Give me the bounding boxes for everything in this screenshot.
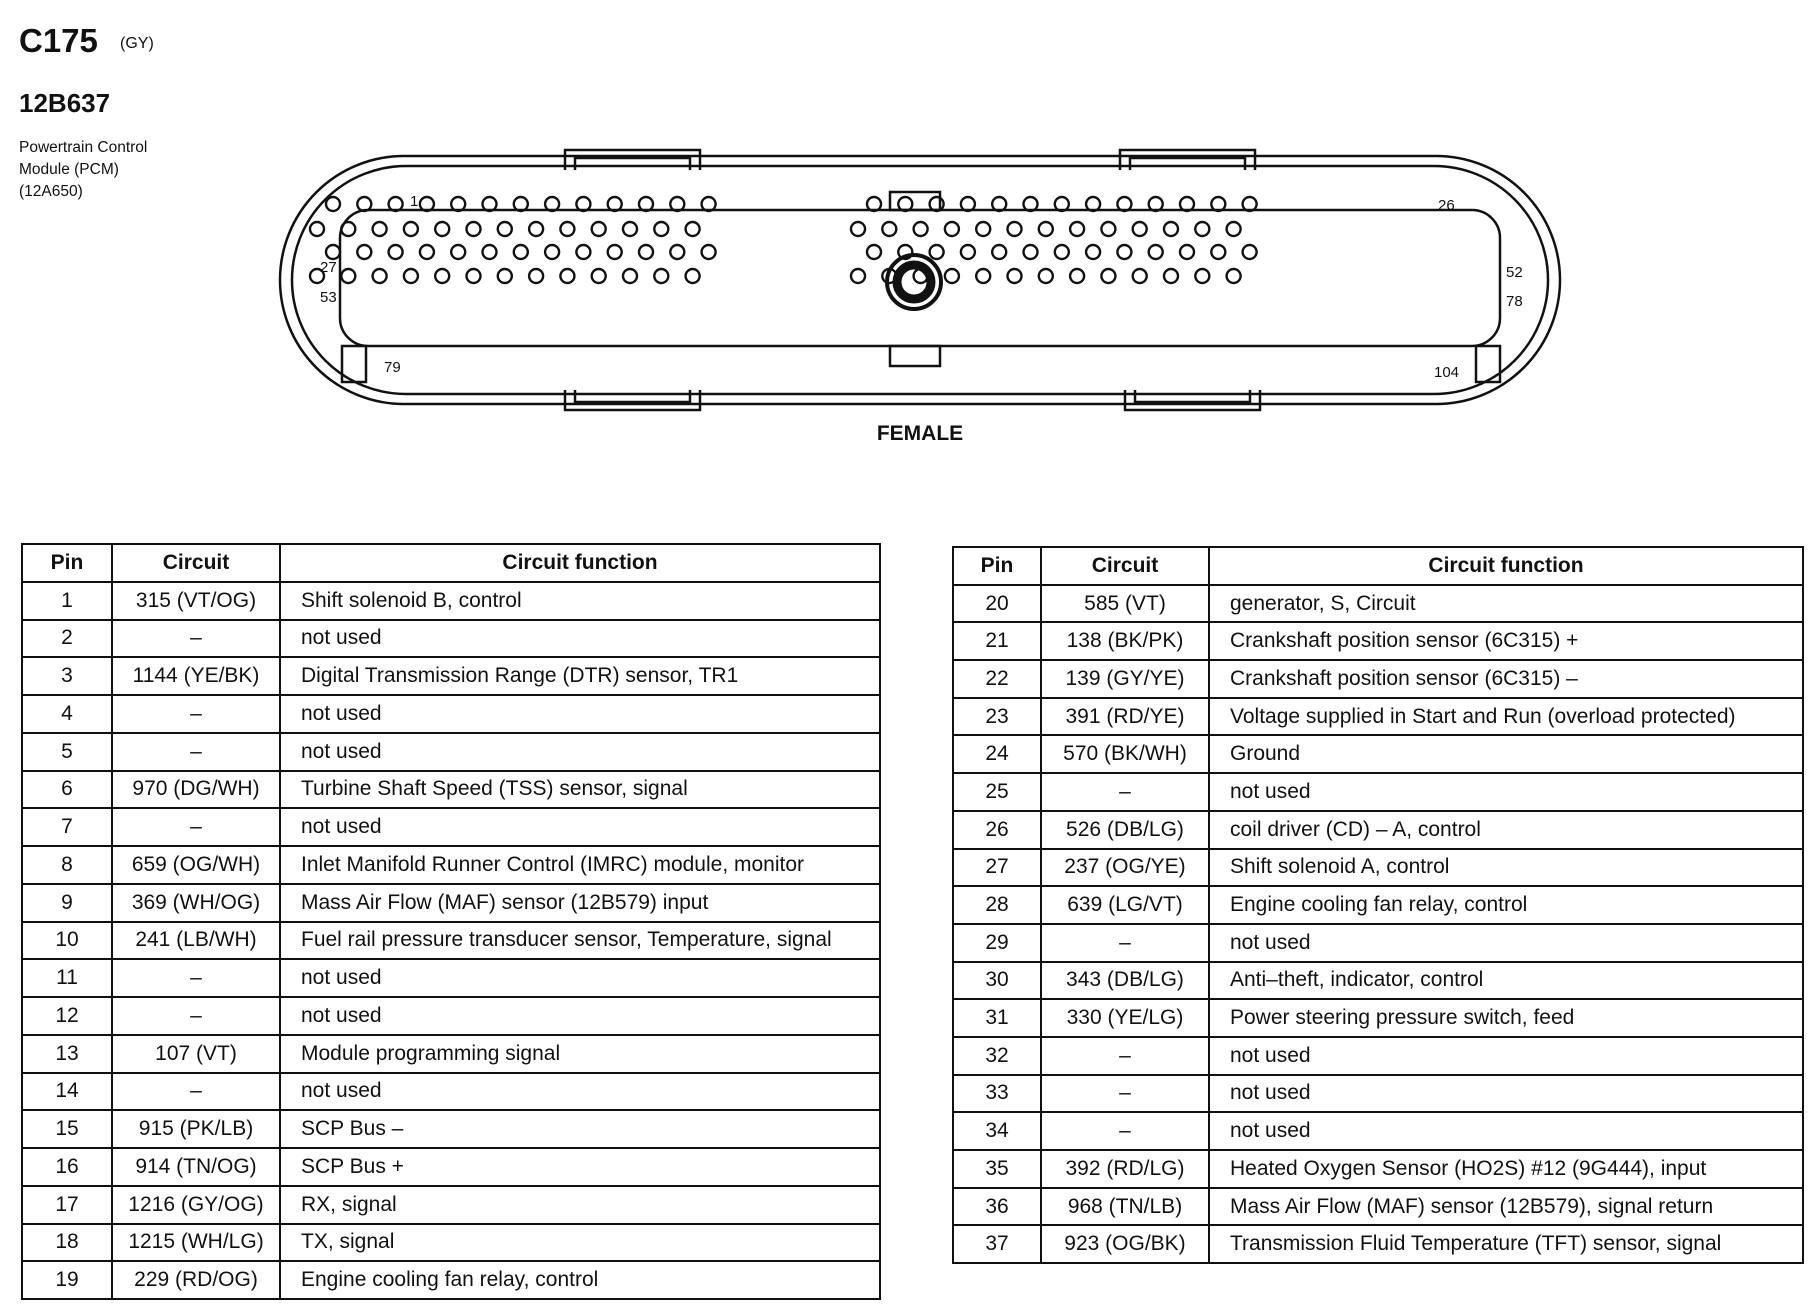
- pin-hole: [326, 197, 340, 211]
- pin-cell: 24: [953, 735, 1041, 773]
- function-cell: not used: [280, 808, 880, 846]
- pin-cell: 3: [22, 657, 112, 695]
- table-row: [22, 582, 880, 620]
- pin-label-79: 79: [384, 359, 401, 376]
- pin-hole: [529, 269, 543, 283]
- pin-hole: [961, 245, 975, 259]
- pin-cell: 25: [953, 773, 1041, 811]
- function-cell: Ground: [1209, 735, 1803, 773]
- pin-label-53: 53: [320, 289, 337, 306]
- top-latch-left-inner: [575, 158, 690, 170]
- table-row: [953, 1037, 1803, 1075]
- circuit-cell: 343 (DB/LG): [1041, 962, 1209, 1000]
- function-cell: Inlet Manifold Runner Control (IMRC) module, monitor: [280, 846, 880, 884]
- pin-hole: [1211, 245, 1225, 259]
- table-row: [22, 657, 880, 695]
- pin-cell: 4: [22, 695, 112, 733]
- table-row: [22, 959, 880, 997]
- table-row: [953, 962, 1803, 1000]
- pinout-table-right: [952, 546, 1804, 1264]
- circuit-cell: 659 (OG/WH): [112, 846, 280, 884]
- pin-hole: [945, 222, 959, 236]
- pin-hole: [1024, 245, 1038, 259]
- pin-cell: 22: [953, 660, 1041, 698]
- circuit-cell: –: [112, 695, 280, 733]
- pin-cell: 6: [22, 771, 112, 809]
- column-header-pin: Pin: [22, 544, 112, 582]
- pin-hole: [1243, 245, 1257, 259]
- connector-face-diagram: [270, 140, 1570, 425]
- pin-label-78: 78: [1506, 293, 1523, 310]
- pin-hole: [882, 222, 896, 236]
- circuit-cell: 526 (DB/LG): [1041, 811, 1209, 849]
- table-row: [22, 922, 880, 960]
- function-cell: Module programming signal: [280, 1035, 880, 1073]
- function-cell: Engine cooling fan relay, control: [1209, 886, 1803, 924]
- table-row: [953, 660, 1803, 698]
- column-header-function: Circuit function: [280, 544, 880, 582]
- pin-cell: 1: [22, 582, 112, 620]
- pin-cell: 30: [953, 962, 1041, 1000]
- pin-hole: [341, 269, 355, 283]
- pin-cell: 11: [22, 959, 112, 997]
- pin-hole: [608, 245, 622, 259]
- circuit-cell: 369 (WH/OG): [112, 884, 280, 922]
- circuit-cell: 107 (VT): [112, 1035, 280, 1073]
- pin-cell: 26: [953, 811, 1041, 849]
- pin-hole: [326, 245, 340, 259]
- pin-cell: 36: [953, 1188, 1041, 1226]
- bottom-latch-right-inner: [1135, 390, 1250, 402]
- pin-hole: [702, 245, 716, 259]
- table-row: [953, 924, 1803, 962]
- pin-hole: [851, 269, 865, 283]
- circuit-cell: –: [112, 808, 280, 846]
- circuit-cell: –: [112, 959, 280, 997]
- function-cell: not used: [280, 959, 880, 997]
- pin-hole: [976, 222, 990, 236]
- pin-cell: 17: [22, 1186, 112, 1224]
- pin-hole: [560, 269, 574, 283]
- function-cell: Power steering pressure switch, feed: [1209, 999, 1803, 1037]
- function-cell: Fuel rail pressure transducer sensor, Temperature, signal: [280, 922, 880, 960]
- pin-hole: [930, 245, 944, 259]
- description-line: (12A650): [19, 183, 83, 200]
- pin-hole: [389, 245, 403, 259]
- pin-cell: 15: [22, 1110, 112, 1148]
- pin-cell: 5: [22, 733, 112, 771]
- function-cell: SCP Bus +: [280, 1148, 880, 1186]
- pin-label-26: 26: [1438, 197, 1455, 214]
- pin-cell: 9: [22, 884, 112, 922]
- pin-hole: [1195, 269, 1209, 283]
- circuit-cell: –: [112, 997, 280, 1035]
- circuit-cell: –: [112, 733, 280, 771]
- pin-hole: [851, 222, 865, 236]
- function-cell: not used: [1209, 1037, 1803, 1075]
- circuit-cell: 570 (BK/WH): [1041, 735, 1209, 773]
- pin-cell: 29: [953, 924, 1041, 962]
- function-cell: not used: [280, 1073, 880, 1111]
- table-row: [953, 585, 1803, 623]
- pin-label-104: 104: [1434, 364, 1460, 381]
- table-row: [22, 620, 880, 658]
- circuit-cell: 229 (RD/OG): [112, 1261, 280, 1299]
- pin-hole: [623, 269, 637, 283]
- pin-cell: 14: [22, 1073, 112, 1111]
- pin-hole: [1133, 269, 1147, 283]
- table-row: [22, 1073, 880, 1111]
- function-cell: Anti–theft, indicator, control: [1209, 962, 1803, 1000]
- pin-hole: [1086, 245, 1100, 259]
- pin-hole: [498, 222, 512, 236]
- pinout-table-left: [21, 543, 881, 1300]
- pin-hole: [1070, 269, 1084, 283]
- circuit-cell: –: [112, 1073, 280, 1111]
- circuit-cell: –: [1041, 1075, 1209, 1113]
- pin-hole: [1055, 245, 1069, 259]
- table-row: [22, 884, 880, 922]
- function-cell: Voltage supplied in Start and Run (overload protected): [1209, 698, 1803, 736]
- pin-hole: [357, 245, 371, 259]
- table-row: [953, 811, 1803, 849]
- pin-cell: 7: [22, 808, 112, 846]
- pin-cell: 18: [22, 1224, 112, 1262]
- function-cell: SCP Bus –: [280, 1110, 880, 1148]
- pin-hole: [945, 269, 959, 283]
- function-cell: Heated Oxygen Sensor (HO2S) #12 (9G444), input: [1209, 1150, 1803, 1188]
- circuit-cell: 139 (GY/YE): [1041, 660, 1209, 698]
- pin-hole: [686, 269, 700, 283]
- table-row: [22, 846, 880, 884]
- connector-gender-label: FEMALE: [876, 422, 964, 445]
- function-cell: Engine cooling fan relay, control: [280, 1261, 880, 1299]
- circuit-cell: 639 (LG/VT): [1041, 886, 1209, 924]
- table-row: [953, 886, 1803, 924]
- pin-hole: [341, 222, 355, 236]
- component-description: [19, 137, 147, 203]
- function-cell: Digital Transmission Range (DTR) sensor, TR1: [280, 657, 880, 695]
- pin-cell: 23: [953, 698, 1041, 736]
- function-cell: Mass Air Flow (MAF) sensor (12B579), signal return: [1209, 1188, 1803, 1226]
- pin-hole: [592, 269, 606, 283]
- pin-hole: [1101, 222, 1115, 236]
- circuit-cell: 585 (VT): [1041, 585, 1209, 623]
- pin-hole: [1164, 222, 1178, 236]
- pin-hole: [1039, 269, 1053, 283]
- pin-cell: 21: [953, 622, 1041, 660]
- pin-cell: 34: [953, 1112, 1041, 1150]
- function-cell: Crankshaft position sensor (6C315) –: [1209, 660, 1803, 698]
- pin-hole: [1149, 245, 1163, 259]
- bottom-latch-left-inner: [575, 390, 690, 402]
- pin-hole: [498, 269, 512, 283]
- table-row: [953, 1075, 1803, 1113]
- pin-hole: [1180, 245, 1194, 259]
- table-header-row: [22, 544, 880, 582]
- function-cell: not used: [280, 620, 880, 658]
- pin-cell: 33: [953, 1075, 1041, 1113]
- pin-hole: [435, 222, 449, 236]
- circuit-cell: 391 (RD/YE): [1041, 698, 1209, 736]
- pin-cell: 20: [953, 585, 1041, 623]
- column-header-circuit: Circuit: [112, 544, 280, 582]
- function-cell: generator, S, Circuit: [1209, 585, 1803, 623]
- pin-hole: [435, 269, 449, 283]
- function-cell: not used: [280, 695, 880, 733]
- table-row: [953, 735, 1803, 773]
- table-row: [953, 849, 1803, 887]
- function-cell: Shift solenoid B, control: [280, 582, 880, 620]
- function-cell: not used: [1209, 773, 1803, 811]
- top-key: [890, 192, 940, 210]
- pin-hole: [1008, 222, 1022, 236]
- connector-color: (GY): [120, 35, 154, 52]
- table-row: [953, 1112, 1803, 1150]
- top-latch-right-inner: [1130, 158, 1245, 170]
- pin-hole: [529, 222, 543, 236]
- pin-hole: [1227, 222, 1241, 236]
- circuit-cell: 968 (TN/LB): [1041, 1188, 1209, 1226]
- part-number: 12B637: [19, 88, 111, 118]
- circuit-cell: 1215 (WH/LG): [112, 1224, 280, 1262]
- circuit-cell: 241 (LB/WH): [112, 922, 280, 960]
- table-row: [953, 1225, 1803, 1263]
- table-row: [22, 1148, 880, 1186]
- pin-hole: [420, 245, 434, 259]
- function-cell: not used: [280, 733, 880, 771]
- circuit-cell: 237 (OG/YE): [1041, 849, 1209, 887]
- circuit-cell: 392 (RD/LG): [1041, 1150, 1209, 1188]
- description-line: Powertrain Control: [19, 139, 148, 156]
- connector-pin-body: [340, 210, 1500, 346]
- pin-hole: [867, 245, 881, 259]
- pin-cell: 2: [22, 620, 112, 658]
- pin-cell: 35: [953, 1150, 1041, 1188]
- table-row: [953, 698, 1803, 736]
- table-row: [22, 808, 880, 846]
- pin-hole: [1133, 222, 1147, 236]
- table-row: [22, 1110, 880, 1148]
- table-row: [953, 1150, 1803, 1188]
- circuit-cell: –: [1041, 1037, 1209, 1075]
- pin-cell: 12: [22, 997, 112, 1035]
- pin-hole: [1070, 222, 1084, 236]
- circuit-cell: –: [1041, 1112, 1209, 1150]
- column-header-function: Circuit function: [1209, 547, 1803, 585]
- circuit-cell: 1216 (GY/OG): [112, 1186, 280, 1224]
- table-row: [953, 622, 1803, 660]
- pin-hole: [357, 197, 371, 211]
- connector-code: C175: [19, 22, 98, 59]
- function-cell: Shift solenoid A, control: [1209, 849, 1803, 887]
- function-cell: not used: [1209, 1075, 1803, 1113]
- table-row: [22, 1224, 880, 1262]
- table-row: [953, 773, 1803, 811]
- pin-hole: [914, 222, 928, 236]
- function-cell: not used: [1209, 924, 1803, 962]
- pin-hole: [373, 269, 387, 283]
- function-cell: Turbine Shaft Speed (TSS) sensor, signal: [280, 771, 880, 809]
- function-cell: not used: [1209, 1112, 1803, 1150]
- function-cell: Mass Air Flow (MAF) sensor (12B579) input: [280, 884, 880, 922]
- table-row: [22, 1186, 880, 1224]
- pin-hole: [639, 245, 653, 259]
- circuit-cell: 915 (PK/LB): [112, 1110, 280, 1148]
- pin-hole: [467, 222, 481, 236]
- pin-hole: [686, 222, 700, 236]
- table-row: [22, 695, 880, 733]
- pin-cell: 19: [22, 1261, 112, 1299]
- pin-cell: 13: [22, 1035, 112, 1073]
- pin-hole: [976, 269, 990, 283]
- table-row: [953, 999, 1803, 1037]
- function-cell: RX, signal: [280, 1186, 880, 1224]
- circuit-cell: –: [1041, 773, 1209, 811]
- pin-cell: 32: [953, 1037, 1041, 1075]
- circuit-cell: 923 (OG/BK): [1041, 1225, 1209, 1263]
- pin-cell: 28: [953, 886, 1041, 924]
- pin-hole: [467, 269, 481, 283]
- table-row: [22, 733, 880, 771]
- circuit-cell: –: [1041, 924, 1209, 962]
- pin-hole: [310, 222, 324, 236]
- pin-hole: [623, 222, 637, 236]
- circuit-cell: 914 (TN/OG): [112, 1148, 280, 1186]
- table-row: [22, 771, 880, 809]
- function-cell: coil driver (CD) – A, control: [1209, 811, 1803, 849]
- pin-hole: [576, 245, 590, 259]
- pin-hole: [483, 245, 497, 259]
- table-row: [953, 1188, 1803, 1226]
- pin-hole: [560, 222, 574, 236]
- pin-label-52: 52: [1506, 264, 1523, 281]
- function-cell: not used: [280, 997, 880, 1035]
- pin-cell: 31: [953, 999, 1041, 1037]
- pin-hole: [1008, 269, 1022, 283]
- circuit-cell: –: [112, 620, 280, 658]
- table-row: [22, 1035, 880, 1073]
- pin-hole: [1195, 222, 1209, 236]
- pin-cell: 10: [22, 922, 112, 960]
- pin-hole: [1164, 269, 1178, 283]
- function-cell: Transmission Fluid Temperature (TFT) sensor, signal: [1209, 1225, 1803, 1263]
- circuit-cell: 330 (YE/LG): [1041, 999, 1209, 1037]
- pin-cell: 27: [953, 849, 1041, 887]
- table-row: [22, 997, 880, 1035]
- pin-cell: 37: [953, 1225, 1041, 1263]
- pin-hole: [1227, 269, 1241, 283]
- pin-hole: [654, 269, 668, 283]
- pin-hole: [670, 245, 684, 259]
- function-cell: TX, signal: [280, 1224, 880, 1262]
- pin-label-1: 1: [410, 193, 419, 210]
- column-header-circuit: Circuit: [1041, 547, 1209, 585]
- pin-hole: [404, 269, 418, 283]
- pin-hole: [1101, 269, 1115, 283]
- bottom-key: [890, 346, 940, 366]
- pin-hole: [654, 222, 668, 236]
- circuit-cell: 138 (BK/PK): [1041, 622, 1209, 660]
- pin-hole: [514, 245, 528, 259]
- circuit-cell: 315 (VT/OG): [112, 582, 280, 620]
- pin-hole: [592, 222, 606, 236]
- pin-cell: 16: [22, 1148, 112, 1186]
- column-header-pin: Pin: [953, 547, 1041, 585]
- description-line: Module (PCM): [19, 161, 119, 178]
- circuit-cell: 1144 (YE/BK): [112, 657, 280, 695]
- table-row: [22, 1261, 880, 1299]
- function-cell: Crankshaft position sensor (6C315) +: [1209, 622, 1803, 660]
- pin-cell: 8: [22, 846, 112, 884]
- pin-hole: [404, 222, 418, 236]
- pin-hole: [451, 245, 465, 259]
- pin-hole: [1039, 222, 1053, 236]
- pin-hole: [373, 222, 387, 236]
- pin-label-27: 27: [320, 259, 337, 276]
- pin-hole: [1117, 245, 1131, 259]
- circuit-cell: 970 (DG/WH): [112, 771, 280, 809]
- pin-hole: [992, 245, 1006, 259]
- pin-hole: [545, 245, 559, 259]
- table-header-row: [953, 547, 1803, 585]
